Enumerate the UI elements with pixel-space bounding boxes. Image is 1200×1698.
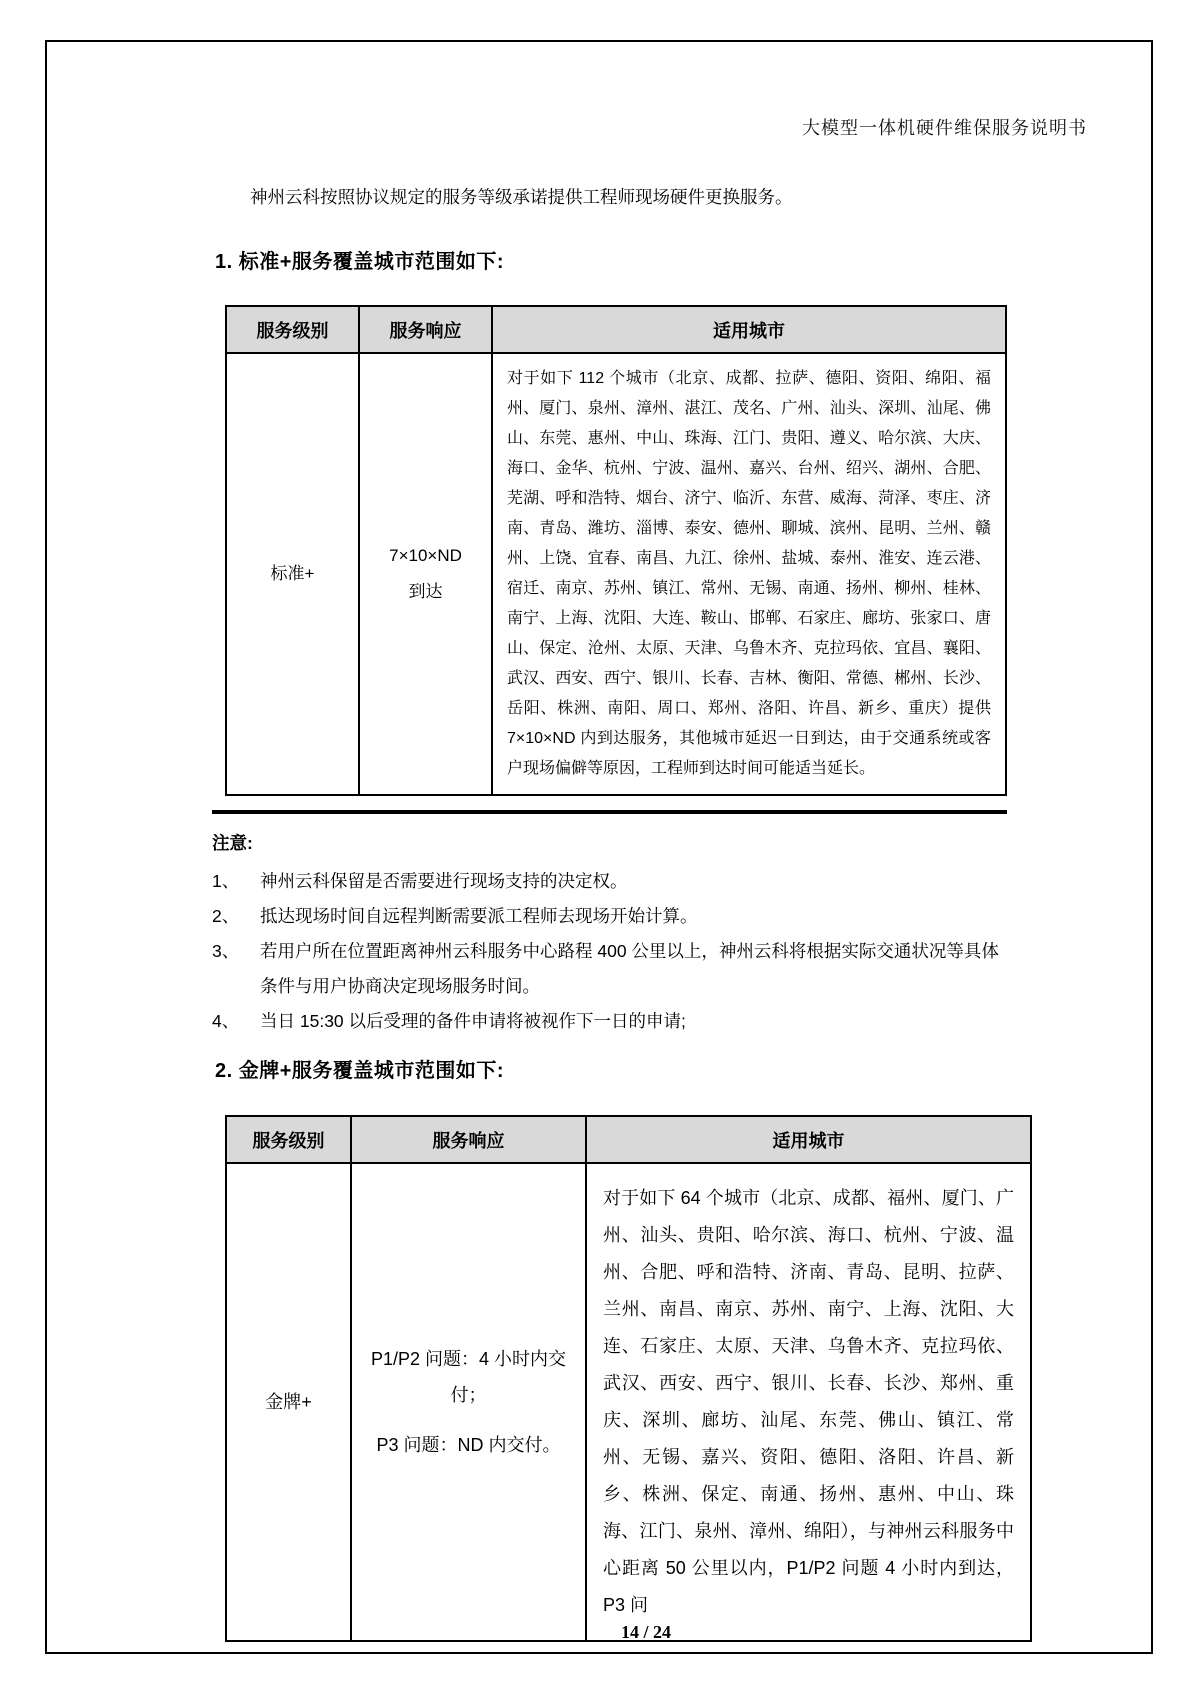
document-header-title: 大模型一体机硬件维保服务说明书: [802, 118, 1087, 138]
table2-service-response-cell: [351, 1163, 586, 1641]
section2-title: 2. 金牌+服务覆盖城市范围如下:: [215, 1060, 505, 1082]
note-item: [212, 899, 1012, 934]
table2-data-row: [226, 1163, 1031, 1641]
notes-section: [212, 828, 1012, 1039]
note-item: [212, 1004, 1012, 1039]
page-footer: 14 / 24: [620, 1622, 671, 1642]
table2-header-row: [226, 1116, 1031, 1163]
table1-data-row: [226, 353, 1006, 795]
table1-col-header-service-response: 服务响应: [359, 306, 492, 353]
section1-title: 1. 标准+服务覆盖城市范围如下:: [215, 251, 505, 273]
table2-col-header-service-response: 服务响应: [351, 1116, 586, 1163]
note-item: [212, 864, 1012, 899]
note-text: 神州云科保留是否需要进行现场支持的决定权。: [260, 871, 628, 891]
response-line: 到达: [408, 582, 443, 601]
table2-cities-cell: 对于如下 64 个城市（北京、成都、福州、厦门、广州、汕头、贵阳、哈尔滨、海口、杭州、宁波、温州、合肥、呼和浩特、济南、青岛、昆明、拉萨、兰州、南昌、南京、苏州、南宁、上海、沈阳、大连、石家庄、太原、天津、乌鲁木齐、克拉玛依、武汉、西安、西宁、银川、长春、长沙、郑州、重庆、深圳、廊坊、汕尾、东莞、佛山、镇江、常州、无锡、嘉兴、资阳、德阳、洛阳、许昌、新乡、株洲、保定、南通、扬州、惠州、中山、珠海、江门、泉州、漳州、绵阳），与神州云科服务中心距离 50 公里以内，P1/P2 问题 4 小时内到达，P3 问: [586, 1163, 1031, 1641]
note-number: 3、: [212, 941, 240, 961]
note-number: 2、: [212, 906, 240, 926]
table2-service-level-cell: 金牌+: [226, 1163, 351, 1641]
standard-service-table: [225, 305, 1007, 796]
table2-col-header-applicable-cities: 适用城市: [586, 1116, 1031, 1163]
table1-col-header-applicable-cities: 适用城市: [492, 306, 1006, 353]
response-line: 7×10×ND: [389, 546, 462, 565]
note-text: 当日 15:30 以后受理的备件申请将被视作下一日的申请;: [260, 1011, 686, 1031]
intro-paragraph: 神州云科按照协议规定的服务等级承诺提供工程师现场硬件更换服务。: [250, 187, 793, 207]
divider-rule: [212, 810, 1007, 814]
notes-title: 注意:: [212, 833, 253, 853]
table1-header-row: [226, 306, 1006, 353]
note-number: 4、: [212, 1011, 240, 1031]
table1-service-response-cell: [359, 353, 492, 795]
note-text: 若用户所在位置距离神州云科服务中心路程 400 公里以上，神州云科将根据实际交通状况等具体条件与用户协商决定现场服务时间。: [260, 941, 999, 996]
response-line: P1/P2 问题：4 小时内交付；: [370, 1349, 567, 1405]
note-item: [212, 934, 1012, 1004]
note-text: 抵达现场时间自远程判断需要派工程师去现场开始计算。: [260, 906, 698, 926]
table1-service-level-cell: 标准+: [226, 353, 359, 795]
gold-service-table: [225, 1115, 1032, 1642]
response-line-gap: [366, 1413, 571, 1427]
note-number: 1、: [212, 871, 240, 891]
response-line: P3 问题：ND 内交付。: [376, 1435, 561, 1455]
table1-col-header-service-level: 服务级别: [226, 306, 359, 353]
page-border-frame: [45, 40, 1153, 1654]
table2-col-header-service-level: 服务级别: [226, 1116, 351, 1163]
table1-cities-cell: 对于如下 112 个城市（北京、成都、拉萨、德阳、资阳、绵阳、福州、厦门、泉州、漳州、湛江、茂名、广州、汕头、深圳、汕尾、佛山、东莞、惠州、中山、珠海、江门、贵阳、遵义、哈尔滨、大庆、海口、金华、杭州、宁波、温州、嘉兴、台州、绍兴、湖州、合肥、芜湖、呼和浩特、烟台、济宁、临沂、东营、威海、菏泽、枣庄、济南、青岛、潍坊、淄博、泰安、德州、聊城、滨州、昆明、兰州、赣州、上饶、宜春、南昌、九江、徐州、盐城、泰州、淮安、连云港、宿迁、南京、苏州、镇江、常州、无锡、南通、扬州、柳州、桂林、南宁、上海、沈阳、大连、鞍山、邯郸、石家庄、廊坊、张家口、唐山、保定、沧州、太原、天津、乌鲁木齐、克拉玛依、宜昌、襄阳、武汉、西安、西宁、银川、长春、吉林、衡阳、常德、郴州、长沙、岳阳、株洲、南阳、周口、郑州、洛阳、许昌、新乡、重庆）提供 7×10×ND 内到达服务，其他城市延迟一日到达，由于交通系统或客户现场偏僻等原因，工程师到达时间可能适当延长。: [492, 353, 1006, 795]
